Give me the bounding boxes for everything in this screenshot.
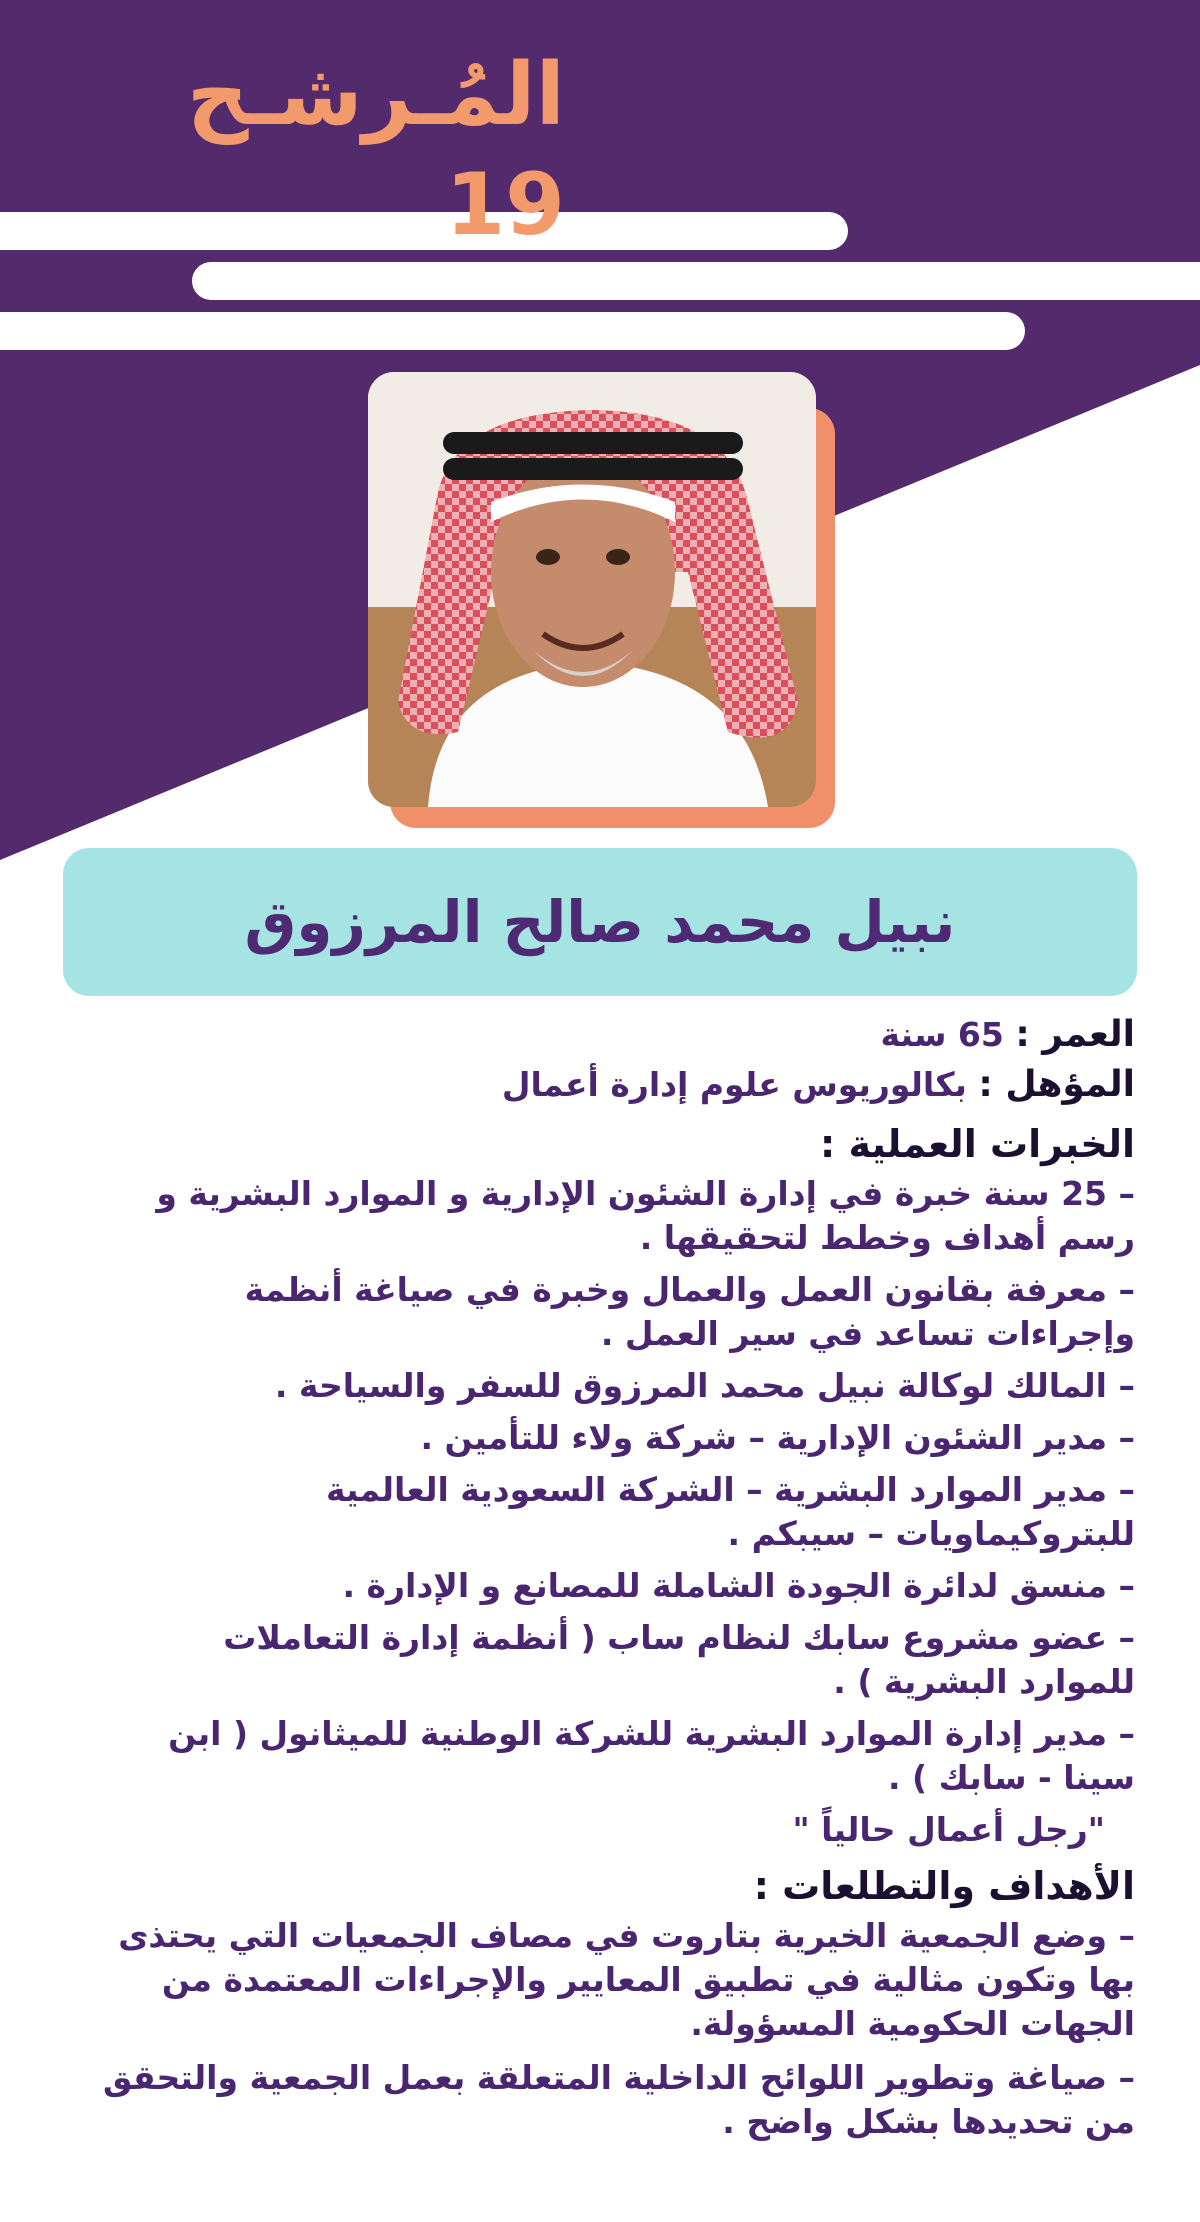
list-item: – مدير الشئون الإدارية – شركة ولاء للتأمين . (420, 1418, 1135, 1457)
experience-list (100, 1172, 1135, 1800)
experience-heading: الخبرات العملية : (820, 1122, 1135, 1166)
decorative-stripe (192, 262, 1200, 300)
decorative-stripe (0, 312, 1025, 350)
decorative-stripe (0, 212, 848, 250)
age-value: 65 سنة (880, 1015, 1004, 1054)
list-item: – مدير إدارة الموارد البشرية للشركة الوطنية للميثانول ( ابن سينا - سابك ) . (168, 1714, 1135, 1797)
list-item: – المالك لوكالة نبيل محمد المرزوق للسفر والسياحة . (274, 1366, 1135, 1405)
candidate-name: نبيل محمد صالح المرزوق (244, 888, 956, 956)
list-item: – وضع الجمعية الخيرية بتاروت في مصاف الجمعيات التي يحتذى بها وتكون مثالية في تطبيق المعايير والإجراءات المعتمدة من الجهات الحكومية المسؤولة. (118, 1916, 1135, 2043)
list-item: – صياغة وتطوير اللوائح الداخلية المتعلقة بعمل الجمعية والتحقق من تحديدها بشكل واضح . (103, 2058, 1135, 2141)
current-role: "رجل أعمال حالياً " (792, 1810, 1105, 1849)
candidate-name-banner (63, 848, 1137, 996)
age-label: العمر : (1015, 1014, 1135, 1055)
candidate-details (100, 1010, 1135, 2154)
list-item: – معرفة بقانون العمل والعمال وخبرة في صياغة أنظمة وإجراءات تساعد في سير العمل . (244, 1270, 1135, 1353)
goals-heading: الأهداف والتطلعات : (753, 1864, 1135, 1908)
qualification-row (100, 1060, 1135, 1110)
candidate-photo (368, 372, 816, 807)
page-title: المُـرشـح 19 (186, 45, 565, 255)
list-item: – منسق لدائرة الجودة الشاملة للمصانع و الإدارة . (342, 1566, 1135, 1605)
list-item: – 25 سنة خبرة في إدارة الشئون الإدارية و الموارد البشرية و رسم أهداف وخطط لتحقيقها . (156, 1174, 1135, 1257)
qualification-label: المؤهل : (978, 1064, 1135, 1105)
list-item: – عضو مشروع سابك لنظام ساب ( أنظمة إدارة التعاملات للموارد البشرية ) . (223, 1618, 1135, 1701)
qualification-value: بكالوريوس علوم إدارة أعمال (501, 1065, 967, 1104)
list-item: – مدير الموارد البشرية – الشركة السعودية العالمية للبتروكيماويات – سيبكم . (326, 1470, 1135, 1553)
goals-list (100, 1914, 1135, 2144)
age-row (100, 1010, 1135, 1060)
